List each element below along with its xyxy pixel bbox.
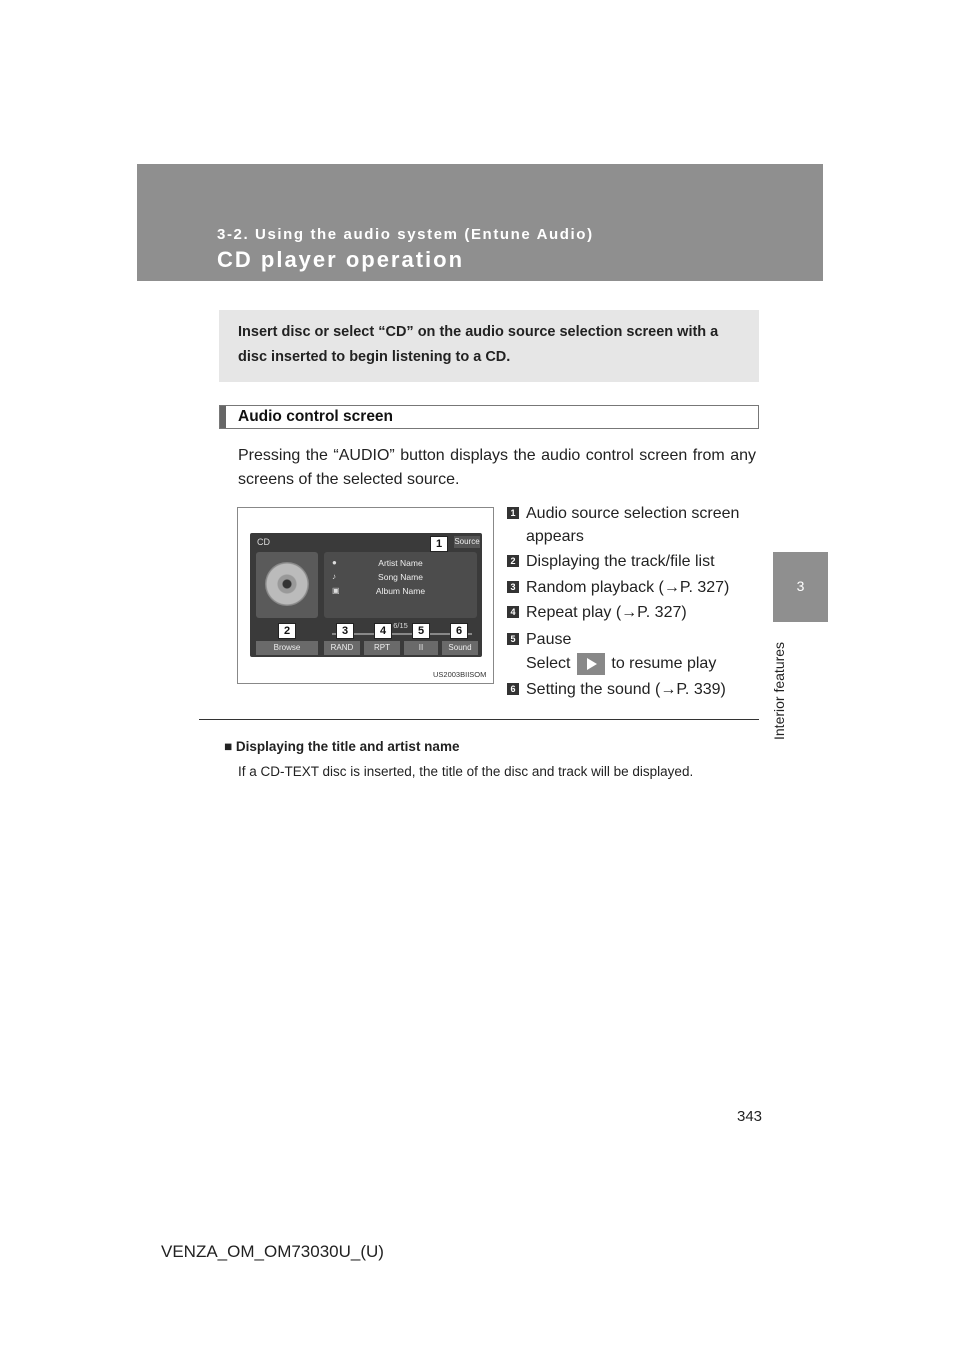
document-code: VENZA_OM_OM73030U_(U) xyxy=(161,1242,384,1261)
legend-badge: 6 xyxy=(507,683,519,695)
browse-button: Browse xyxy=(256,641,318,655)
artist-name: Artist Name xyxy=(378,558,423,568)
audio-screen-figure xyxy=(237,507,494,684)
callout-1: 1 xyxy=(430,536,448,552)
legend-text: Setting the sound (→P. 339) xyxy=(526,681,726,698)
callout-6: 6 xyxy=(450,623,468,639)
callout-2: 2 xyxy=(278,623,296,639)
artist-icon: ● xyxy=(332,558,337,567)
callout-5: 5 xyxy=(412,623,430,639)
legend-text: Displaying the track/file list xyxy=(526,553,715,570)
rpt-button: RPT xyxy=(364,641,400,655)
source-button: Source xyxy=(454,537,480,546)
disc-icon xyxy=(265,562,309,606)
header-band xyxy=(137,164,823,281)
track-info-panel xyxy=(324,552,477,618)
legend-badge: 2 xyxy=(507,555,519,567)
resume-label: to resume play xyxy=(611,655,717,672)
disc-panel xyxy=(256,552,318,618)
legend-badge: 1 xyxy=(507,507,519,519)
legend-text: Random playback (→P. 327) xyxy=(526,579,730,596)
chapter-label: Interior features xyxy=(771,641,787,740)
legend-text: Pause xyxy=(526,631,572,648)
song-name: Song Name xyxy=(378,572,423,582)
subheading: Audio control screen xyxy=(238,408,394,425)
music-note-icon: ♪ xyxy=(332,572,336,581)
legend-badge: 3 xyxy=(507,581,519,593)
chapter-number: 3 xyxy=(796,578,805,594)
subheading-marker xyxy=(220,406,226,428)
subheading-bar xyxy=(219,405,759,429)
note-heading: ■ Displaying the title and artist name xyxy=(224,739,460,754)
callout-3: 3 xyxy=(336,623,354,639)
select-label: Select xyxy=(526,655,571,672)
page-number: 343 xyxy=(737,1108,763,1125)
note-body: If a CD-TEXT disc is inserted, the title of the disc and track will be displayed. xyxy=(238,764,694,779)
track-counter: 6/15 xyxy=(393,621,408,630)
sound-button: Sound xyxy=(442,641,478,655)
section-label: 3-2. Using the audio system (Entune Audio) xyxy=(217,226,594,243)
play-icon xyxy=(577,653,605,675)
divider xyxy=(199,719,759,720)
intro-text: Insert disc or select “CD” on the audio source selection screen with a disc inserted to begin listening to a CD. xyxy=(238,324,719,365)
pause-button: II xyxy=(404,641,438,655)
legend-badge: 4 xyxy=(507,606,519,618)
legend-text-line2 xyxy=(526,652,766,675)
album-icon: ▣ xyxy=(332,586,340,595)
chapter-tab[interactable] xyxy=(773,552,828,622)
rand-button: RAND xyxy=(324,641,360,655)
callout-4: 4 xyxy=(374,623,392,639)
figure-code: US2003BIISOM xyxy=(433,670,487,679)
legend-badge: 5 xyxy=(507,633,519,645)
screen-title: CD xyxy=(257,537,270,547)
album-name: Album Name xyxy=(375,586,426,596)
intro-box xyxy=(219,310,759,382)
page-title: CD player operation xyxy=(217,247,465,272)
body-paragraph: Pressing the “AUDIO” button displays the audio control screen from any screens of the selected source. xyxy=(238,447,756,488)
legend-text: Audio source selection screen appears xyxy=(526,505,740,545)
screen-button-row xyxy=(250,641,482,657)
legend-text: Repeat play (→P. 327) xyxy=(526,604,687,621)
